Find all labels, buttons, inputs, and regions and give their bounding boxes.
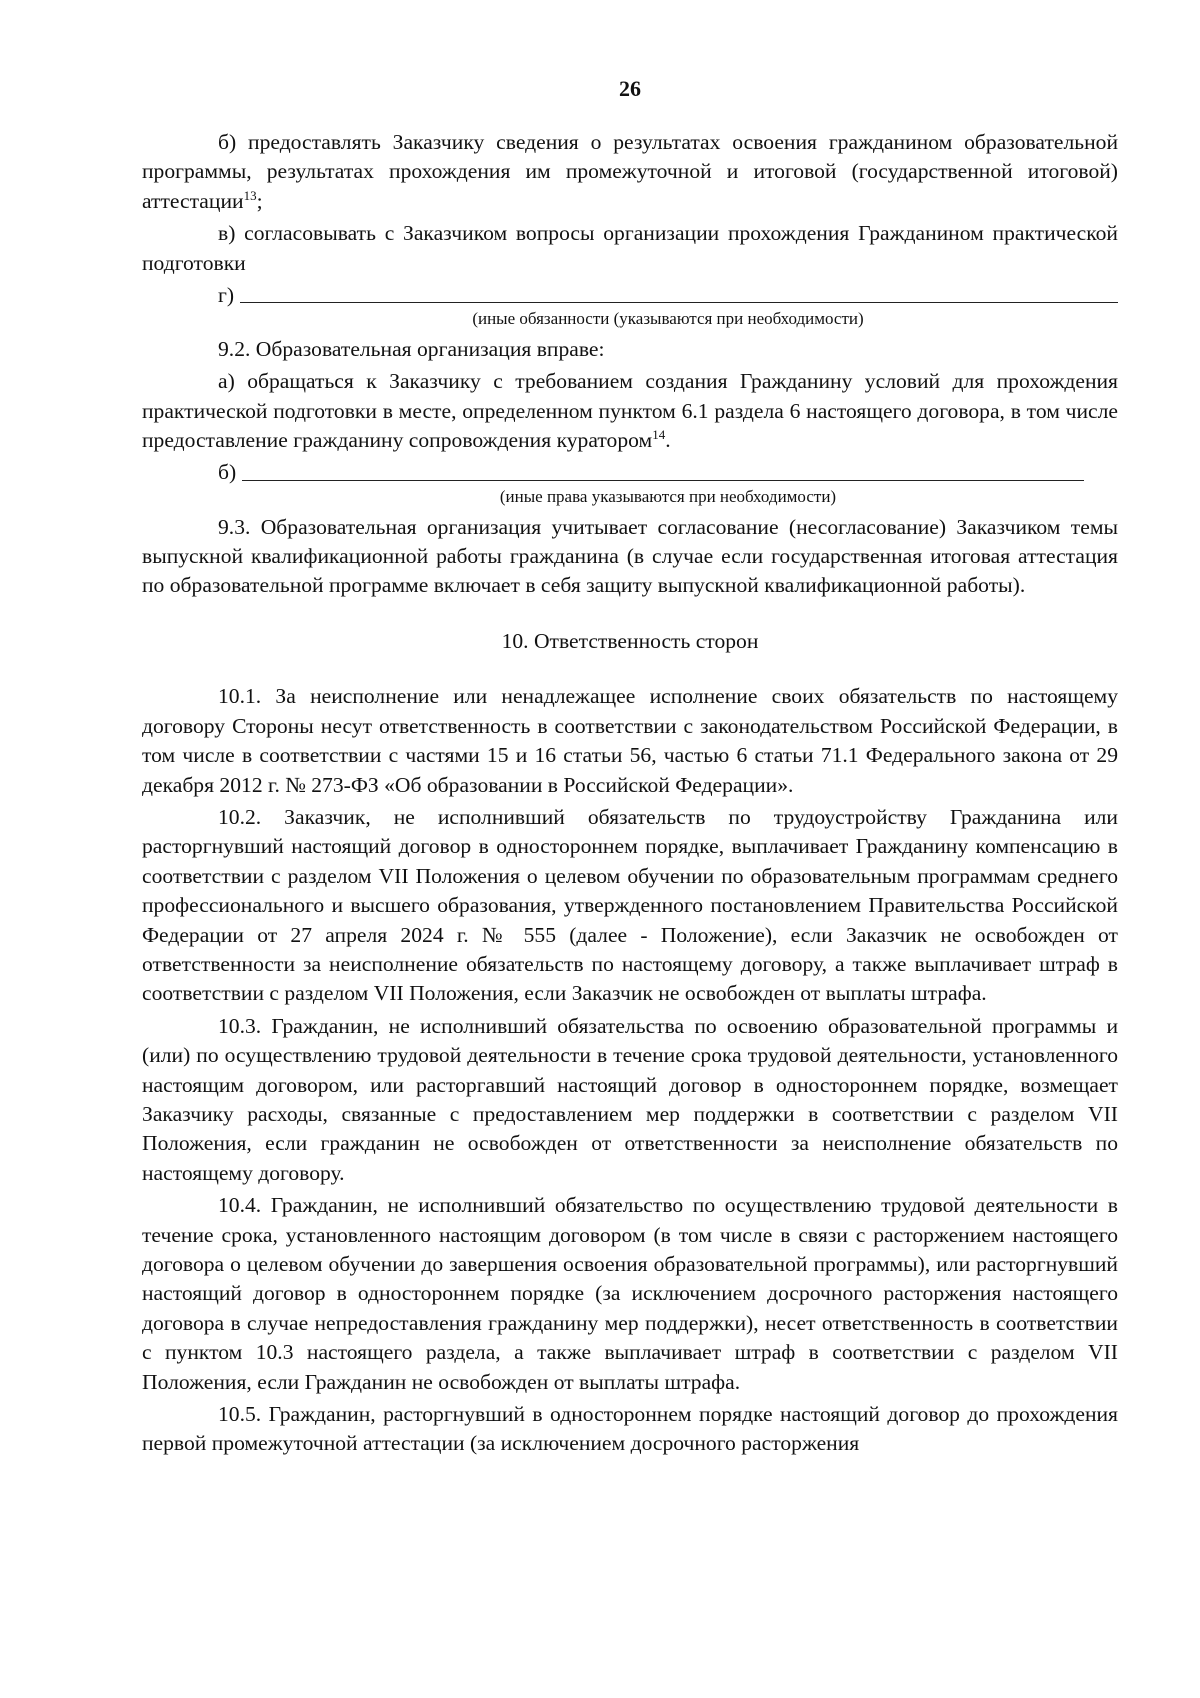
clause-tail: ; <box>256 188 263 213</box>
clause-text: 10.3. Гражданин, не исполнивший обязательства по освоению образовательной программы и (или) по осуществлению трудовой деятельности в течение срока трудовой деятельности, установленного настоящим договором, или расторгавший настоящий договор в одностороннем порядке, возмещает Заказчику расходы, связанные с предоставлением мер поддержки в соответствии с разделом VII Положения, если гражданин не освобожден от ответственности за неисполнение обязательств по настоящему договору. <box>142 1013 1118 1185</box>
blank-fill-line <box>240 301 1118 303</box>
clause-text: 10.2. Заказчик, не исполнивший обязательств по трудоустройству Гражданина или расторгнувший настоящий договор в одностороннем порядке, выплачивает Гражданину компенсацию в соответствии с разделом VII Положения о целевом обучении по образовательным программам среднего профессионального и высшего образования, утвержденного постановлением Правительства Российской Федерации от 27 апреля 2024 г. № 555 (далее - Положение), если Заказчик не освобожден от ответственности за неисполнение обязательств по настоящему договору, а также выплачивает штраф в соответствии с разделом VII Положения, если Заказчик не освобожден от выплаты штрафа. <box>142 804 1118 1006</box>
document-body <box>142 128 1118 1462</box>
clause-10-2 <box>142 803 1118 1009</box>
clause-text: 10.4. Гражданин, не исполнивший обязательство по осуществлению трудовой деятельности в течение срока, установленного настоящим договором (в том числе в связи с расторжением настоящего договора о целевом обучении до завершения освоения образовательной программы), или расторгнувший настоящий договор в одностороннем порядке (за исключением досрочного расторжения настоящего договора в случае непредоставления гражданину мер поддержки), несет ответственность в соответствии с пунктом 10.3 настоящего раздела, а также выплачивает штраф в соответствии с разделом VII Положения, если Гражданин не освобожден от выплаты штрафа. <box>142 1193 1118 1394</box>
blank-field-prefix: г) <box>218 282 235 307</box>
clause-text: б) предоставлять Заказчику сведения о результатах освоения гражданином образовательной программы, результатах прохождения им промежуточной и итоговой (государственной итоговой) аттестации <box>142 130 1118 213</box>
clause-9-1-b <box>142 128 1118 216</box>
clause-9-1-v <box>142 219 1118 278</box>
blank-field-9-2-b <box>142 459 1118 488</box>
clause-9-3 <box>142 513 1118 601</box>
section-title: 10. Ответственность сторон <box>501 628 759 653</box>
clause-9-2 <box>142 335 1118 364</box>
clause-text: 9.3. Образовательная организация учитывает согласование (несогласование) Заказчиком темы выпускной квалификационной работы гражданина (в случае если государственная итоговая аттестация по образовательной программе включает в себя защиту выпускной квалификационной работы). <box>142 514 1118 598</box>
clause-text: 9.2. Образовательная организация вправе: <box>218 337 605 362</box>
clause-10-4 <box>142 1191 1118 1397</box>
footnote-ref: 14 <box>652 427 666 443</box>
page-number: 26 <box>619 76 641 101</box>
blank-field-9-1-g <box>142 281 1118 310</box>
clause-text: 10.1. За неисполнение или ненадлежащее исполнение своих обязательств по настоящему договору Стороны несут ответственность в соответствии с законодательством Российской Федерации, в том числе в соответствии с частями 15 и 16 статьи 56, частью 6 статьи 71.1 Федерального закона от 29 декабря 2012 г. № 273-ФЗ «Об образовании в Российской Федерации». <box>142 684 1118 797</box>
blank-field-caption: (иные обязанности (указываются при необходимости) <box>472 309 864 329</box>
clause-text: 10.5. Гражданин, расторгнувший в одностороннем порядке настоящий договор до прохождения первой промежуточной аттестации (за исключением досрочного расторжения <box>142 1402 1118 1456</box>
clause-10-1 <box>142 682 1118 800</box>
blank-field-caption: (иные права указываются при необходимости) <box>499 486 837 506</box>
clause-text: в) согласовывать с Заказчиком вопросы организации прохождения Гражданином практической подготовки <box>142 221 1118 275</box>
clause-tail: . <box>665 428 671 453</box>
clause-text: а) обращаться к Заказчику с требованием создания Гражданину условий для прохождения практической подготовки в месте, определенном пунктом 6.1 раздела 6 настоящего договора, в том числе предоставление гражданину сопровождения куратором <box>142 369 1118 453</box>
clause-10-5 <box>142 1400 1118 1459</box>
blank-field-prefix: б) <box>218 460 237 485</box>
blank-fill-line <box>242 479 1084 481</box>
clause-9-2-a <box>142 367 1118 455</box>
footnote-ref: 13 <box>243 187 257 203</box>
clause-10-3 <box>142 1012 1118 1188</box>
